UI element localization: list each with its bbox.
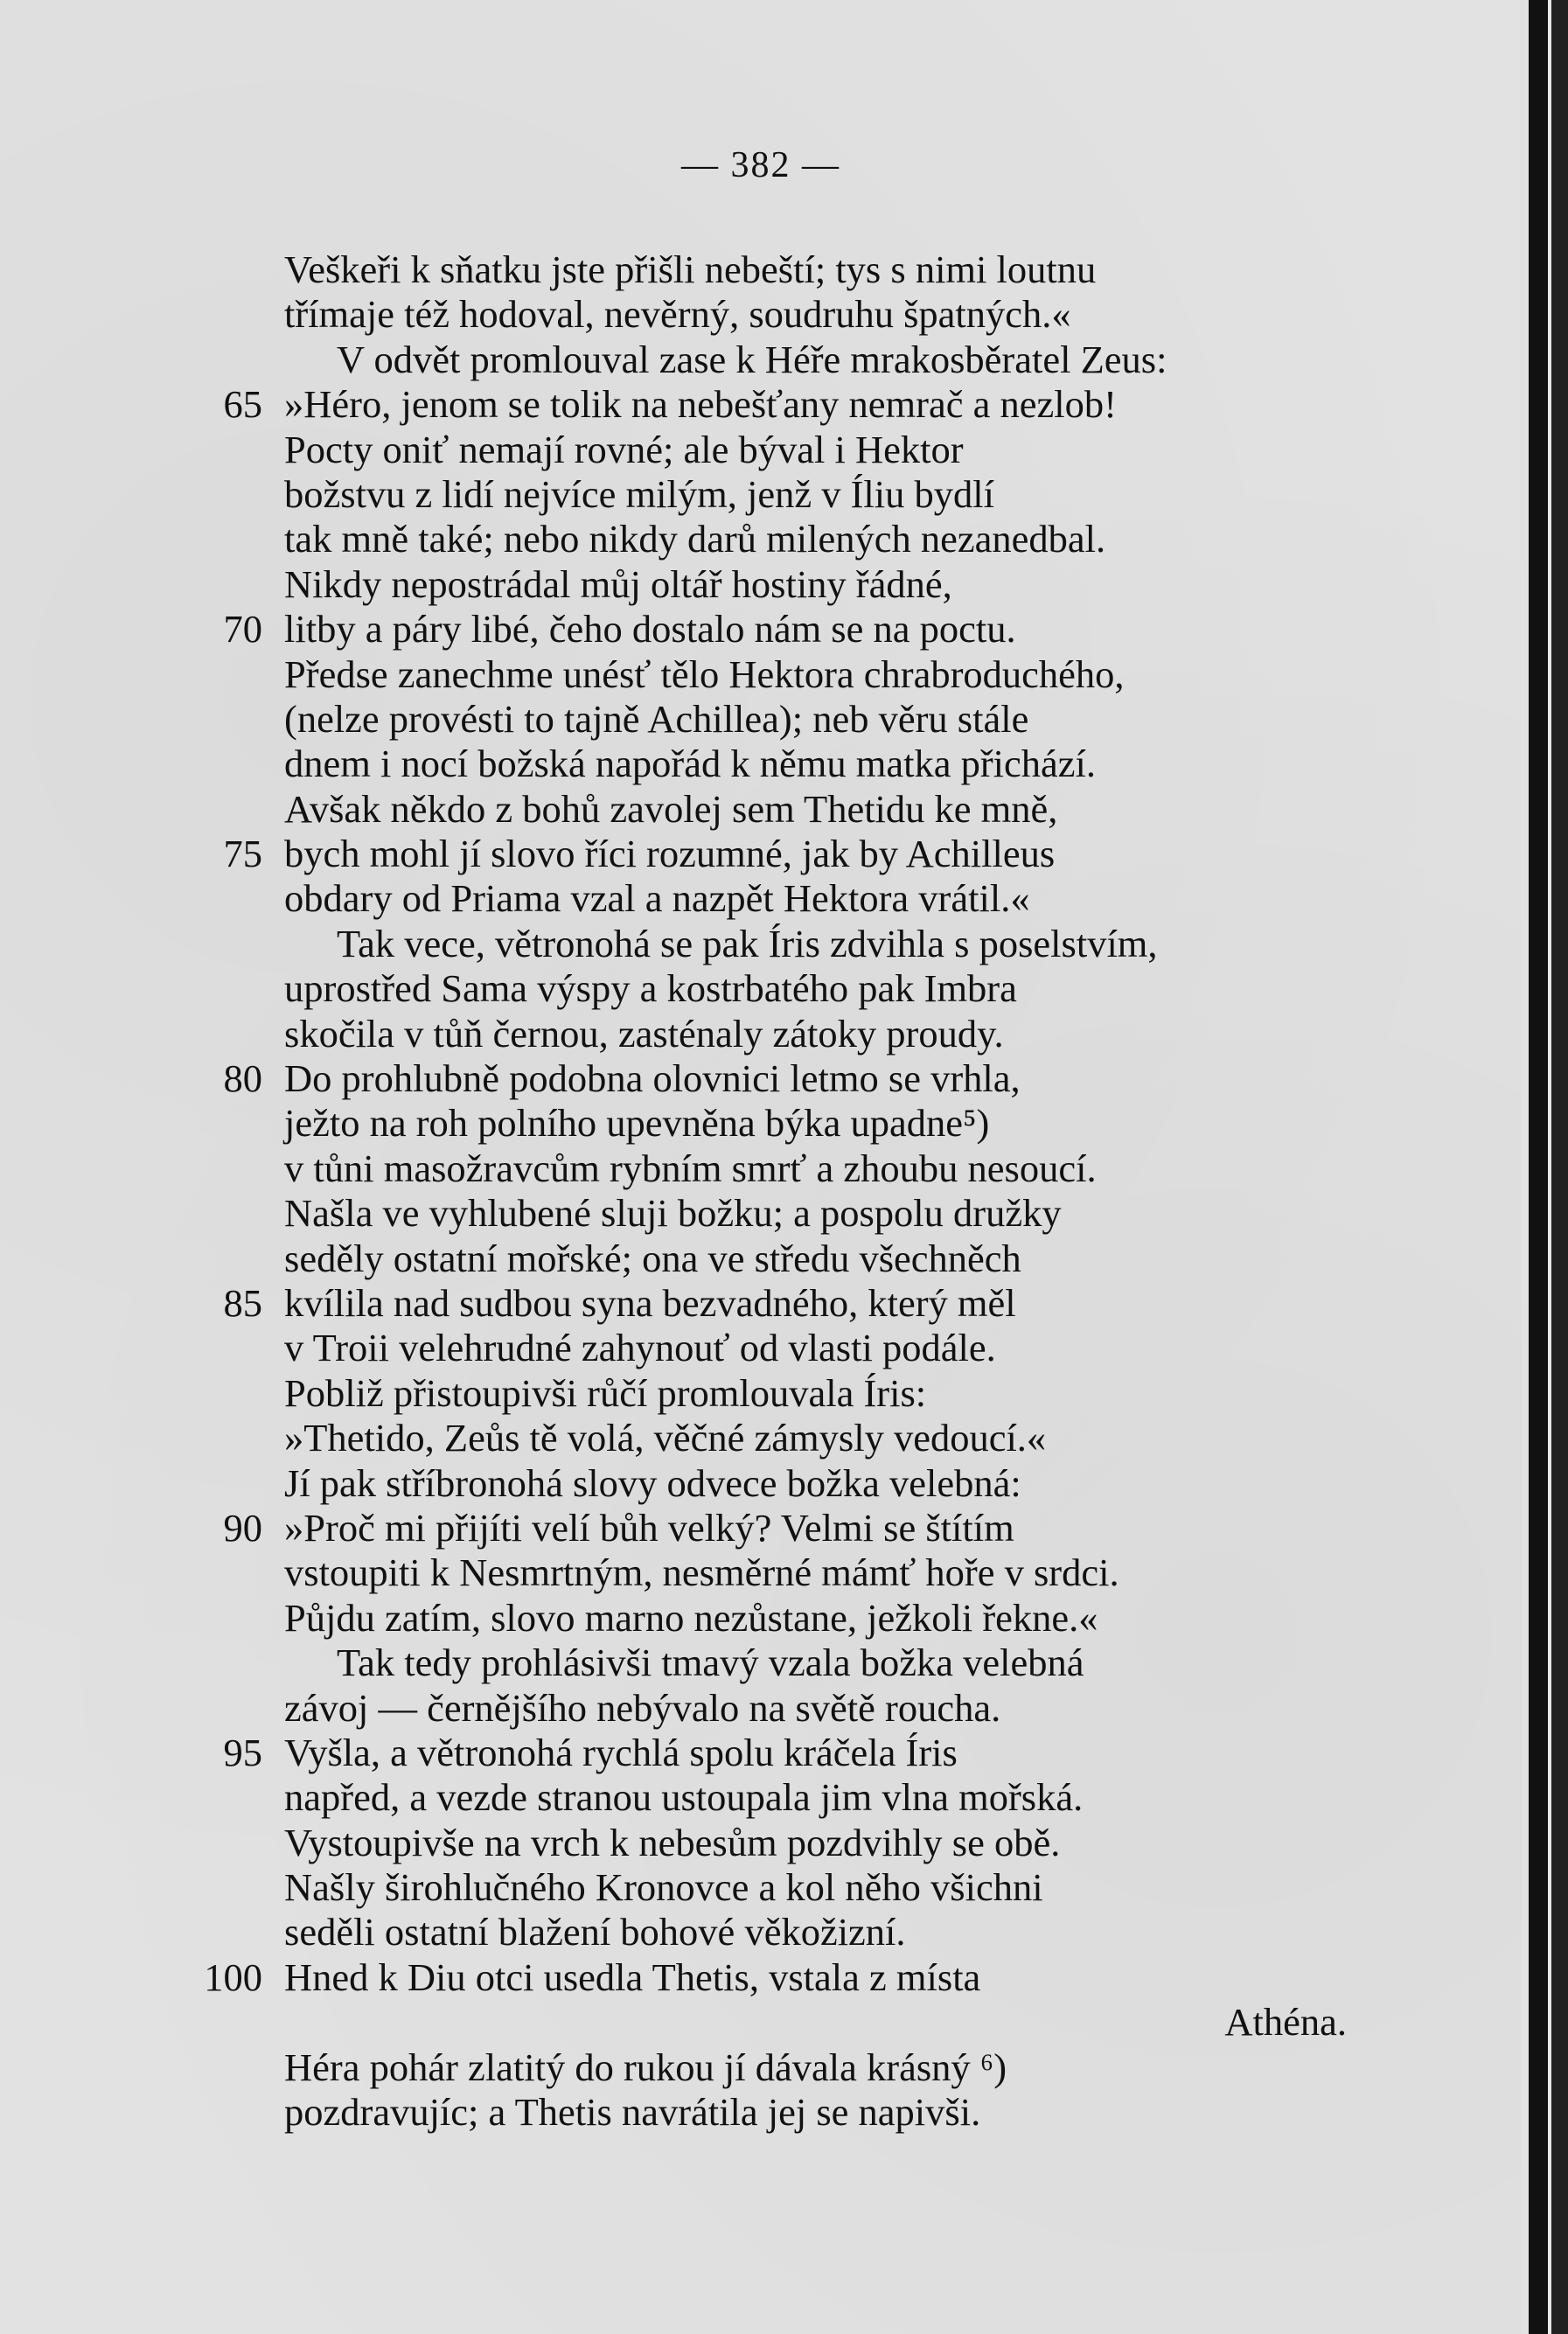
verse-line	[0, 697, 1522, 742]
verse-line	[0, 1910, 1522, 1954]
verse-line	[0, 1641, 1522, 1685]
verse-line	[0, 1506, 1522, 1550]
verse-text: Jí pak stříbronohá slovy odvece božka velebná:	[284, 1460, 1021, 1505]
verse-text: (nelze provésti to tajně Achillea); neb věru stále	[284, 696, 1029, 741]
line-number: 75	[223, 832, 262, 876]
verse-line	[0, 922, 1522, 966]
verse-text: kvílila nad sudbou syna bezvadného, který měl	[284, 1280, 1016, 1325]
line-number: 95	[223, 1730, 262, 1774]
verse-text: seděly ostatní mořské; ona ve středu všechněch	[284, 1236, 1021, 1280]
verse-line	[0, 652, 1522, 697]
verse-text: vstoupiti k Nesmrtným, nesměrné mámť hoře v srdci.	[284, 1550, 1119, 1595]
verse-text: pozdravujíc; a Thetis navrátila jej se napivši.	[284, 2090, 981, 2135]
verse-line	[0, 517, 1522, 561]
line-number: 100	[204, 1954, 262, 1999]
verse-text: Pobliž přistoupivši růčí promlouvala Íris:	[284, 1370, 927, 1415]
verse-text: Tak vece, větronohá se pak Íris zdvihla s poselstvím,	[337, 921, 1158, 965]
verse-text: »Proč mi přijíti velí bůh velký? Velmi se štítím	[284, 1505, 1014, 1550]
verse-text: Nikdy nepostrádal můj oltář hostiny řádné,	[284, 561, 952, 606]
verse-text: litby a páry libé, čeho dostalo nám se na poctu.	[284, 607, 1016, 651]
verse-text: Veškeři k sňatku jste přišli nebeští; tys s nimi loutnu	[284, 247, 1097, 291]
verse-line	[0, 382, 1522, 427]
verse-line	[0, 1191, 1522, 1236]
verse-line	[0, 1955, 1522, 2000]
verse-line	[0, 876, 1522, 921]
verse-text: Avšak někdo z bohů zavolej sem Thetidu ke mně,	[284, 786, 1058, 831]
verse-line	[0, 1012, 1522, 1056]
verse-text: Hned k Diu otci usedla Thetis, vstala z místa	[284, 1954, 981, 1999]
verse-line	[0, 1686, 1522, 1731]
verse-line	[0, 292, 1522, 337]
verse-text: Héra pohár zlatitý do rukou jí dávala krásný ⁶)	[284, 2045, 1007, 2089]
verse-line	[0, 1371, 1522, 1416]
verse-line	[0, 1101, 1522, 1146]
verse-line	[0, 966, 1522, 1011]
verse-text: ježto na roh polního upevněna býka upadne⁵)	[284, 1101, 990, 1146]
verse-line	[0, 1596, 1522, 1641]
page-edge-shadow	[1522, 0, 1568, 2334]
verse-line	[0, 1550, 1522, 1595]
line-number: 80	[223, 1056, 262, 1101]
verse-text: Pocty oniť nemají rovné; ale býval i Hektor	[284, 427, 964, 471]
verse-line	[0, 2000, 1522, 2045]
verse-text: Do prohlubně podobna olovnici letmo se vrhla,	[284, 1056, 1021, 1101]
verse-text: dnem i nocí božská napořád k němu matka přichází.	[284, 742, 1097, 786]
verse-line	[0, 1281, 1522, 1326]
verse-text: V odvět promlouval zase k Héře mrakosběratel Zeus:	[337, 337, 1167, 381]
verse-text: obdary od Priama vzal a nazpět Hektora vrátil.«	[284, 876, 1030, 921]
verse-text: závoj — černějšího nebývalo na světě roucha.	[284, 1685, 1001, 1730]
verse-line	[0, 1056, 1522, 1101]
verse-text: skočila v tůň černou, zasténaly zátoky proudy.	[284, 1011, 1004, 1056]
verse-line	[0, 1146, 1522, 1191]
verse-line	[0, 1821, 1522, 1865]
verse-text: třímaje též hodoval, nevěrný, soudruhu špatných.«	[284, 292, 1071, 337]
verse-text: v Troii velehrudné zahynouť od vlasti podále.	[284, 1326, 996, 1370]
verse-text: tak mně také; nebo nikdy darů milených nezanedbal.	[284, 517, 1106, 561]
verse-text: uprostřed Sama výspy a kostrbatého pak Imbra	[284, 966, 1017, 1011]
line-number: 85	[223, 1280, 262, 1325]
verse-text: »Héro, jenom se tolik na nebešťany nemrač a nezlob!	[284, 382, 1117, 427]
verse-text: Athéna.	[1224, 2000, 1347, 2045]
line-number: 70	[223, 607, 262, 651]
verse-line	[0, 247, 1522, 292]
verse-text: Vyšla, a větronohá rychlá spolu kráčela Íris	[284, 1730, 958, 1774]
verse-text: Půjdu zatím, slovo marno nezůstane, ježkoli řekne.«	[284, 1595, 1098, 1640]
verse-text: Předse zanechme unésť tělo Hektora chrabroduchého,	[284, 651, 1125, 696]
verse-line	[0, 832, 1522, 876]
line-number: 90	[223, 1505, 262, 1550]
verse-text: »Thetido, Zeůs tě volá, věčné zámysly vedoucí.«	[284, 1416, 1047, 1460]
verse-text: Tak tedy prohlásivši tmavý vzala božka velebná	[337, 1641, 1084, 1685]
verse-line	[0, 1416, 1522, 1460]
verse-line	[0, 338, 1522, 382]
verse-line	[0, 1326, 1522, 1370]
verse-text: seděli ostatní blažení bohové věkožizní.	[284, 1910, 906, 1954]
verse-line	[0, 1865, 1522, 1910]
verse-line	[0, 742, 1522, 786]
verse-line	[0, 1775, 1522, 1820]
verse-line	[0, 562, 1522, 607]
verse-text: Vystoupivše na vrch k nebesům pozdvihly se obě.	[284, 1820, 1061, 1864]
verse-line	[0, 472, 1522, 517]
verse-text: bych mohl jí slovo říci rozumné, jak by Achilleus	[284, 832, 1056, 876]
verse-text: napřed, a vezde stranou ustoupala jim vlna mořská.	[284, 1775, 1084, 1820]
verse-text: božstvu z lidí nejvíce milým, jenž v Íliu bydlí	[284, 471, 994, 516]
verse-text: v tůni masožravcům rybním smrť a zhoubu nesoucí.	[284, 1146, 1097, 1190]
verse-block	[0, 247, 1522, 2135]
verse-line	[0, 787, 1522, 832]
verse-line	[0, 607, 1522, 651]
page-number: — 382 —	[681, 145, 840, 185]
verse-line	[0, 1237, 1522, 1281]
verse-line	[0, 2090, 1522, 2135]
line-number: 65	[223, 382, 262, 427]
verse-line	[0, 1731, 1522, 1775]
verse-text: Našly širohlučného Kronovce a kol něho všichni	[284, 1865, 1043, 1910]
verse-line	[0, 428, 1522, 472]
verse-line	[0, 2045, 1522, 2090]
verse-text: Našla ve vyhlubené sluji božku; a pospolu družky	[284, 1191, 1062, 1236]
verse-line	[0, 1461, 1522, 1506]
